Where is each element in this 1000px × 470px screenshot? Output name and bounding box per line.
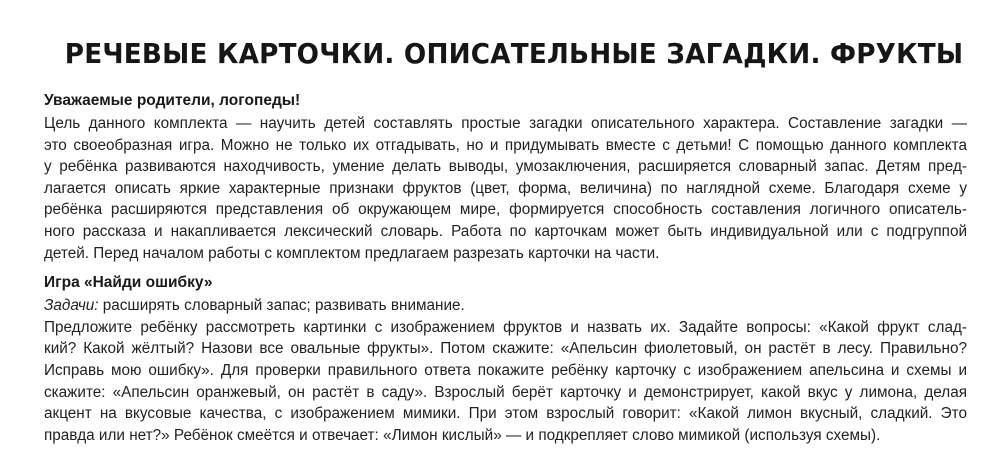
paragraph-line: Исправь мою ошибку». Для проверки правильного ответа покажите ребёнку карточку с изображением апельсина и схемы и xyxy=(44,361,967,379)
tasks-label: Задачи: xyxy=(44,297,99,315)
paragraph-line: кий? Какой жёлтый? Назови все овальные фрукты». Потом скажите: «Апельсин фиолетовый, он растёт в лесу. Правильно? xyxy=(44,340,967,358)
paragraph-line: у ребёнка развиваются находчивость, умение делать выводы, умозаключения, расширяется словарный запас. Детям пред- xyxy=(44,158,967,176)
paragraph-parents xyxy=(44,113,967,264)
paragraph-line: акцент на вкусовые качества, с изображением мимики. При этом взрослый говорит: «Какой лимон вкусный, сладкий. Это xyxy=(44,405,967,423)
section-heading-parents: Уважаемые родители, логопеды! xyxy=(44,92,301,109)
paragraph-line: Предложите ребёнку рассмотреть картинки с изображением фруктов и назвать их. Задайте вопросы: «Какой фрукт слад- xyxy=(44,318,967,336)
tasks-text: расширять словарный запас; развивать внимание. xyxy=(98,297,465,315)
paragraph-line: скажите: «Апельсин оранжевый, он растёт в саду». Взрослый берёт карточку и демонстрирует, какой вкус у лимона, делая xyxy=(44,383,967,401)
paragraph-line: ребёнка расширяются представления об окружающем мире, формируется способность составления логичного описатель- xyxy=(44,201,967,219)
page-title: РЕЧЕВЫЕ КАРТОЧКИ. ОПИСАТЕЛЬНЫЕ ЗАГАДКИ. ФРУКТЫ xyxy=(64,38,964,70)
paragraph-line: Цель данного комплекта — научить детей составлять простые загадки описательного характера. Составление загадки — xyxy=(44,115,967,132)
paragraph-line: правда или нет?» Ребёнок смеётся и отвечает: «Лимон кислый» — и подкрепляет слово мимикой (используя схемы). xyxy=(44,426,881,444)
section-heading-game: Игра «Найди ошибку» xyxy=(44,274,213,292)
paragraph-line: ного рассказа и накапливается лексический словарь. Работа по карточкам может быть индивидуальной или с подгруппой xyxy=(44,222,967,240)
paragraph-line: детей. Перед началом работы с комплектом предлагаем разрезать карточки на части. xyxy=(44,244,660,262)
tasks-line xyxy=(44,295,967,317)
paragraph-line: это своеобразная игра. Можно не только их отгадывать, но и придумывать вместе с детьми! С помощью данного комплекта xyxy=(44,136,967,154)
paragraph-line: лагается описать яркие характерные признаки фруктов (цвет, форма, величина) по наглядной схеме. Благодаря схеме у xyxy=(44,179,967,197)
paragraph-game xyxy=(44,295,967,446)
